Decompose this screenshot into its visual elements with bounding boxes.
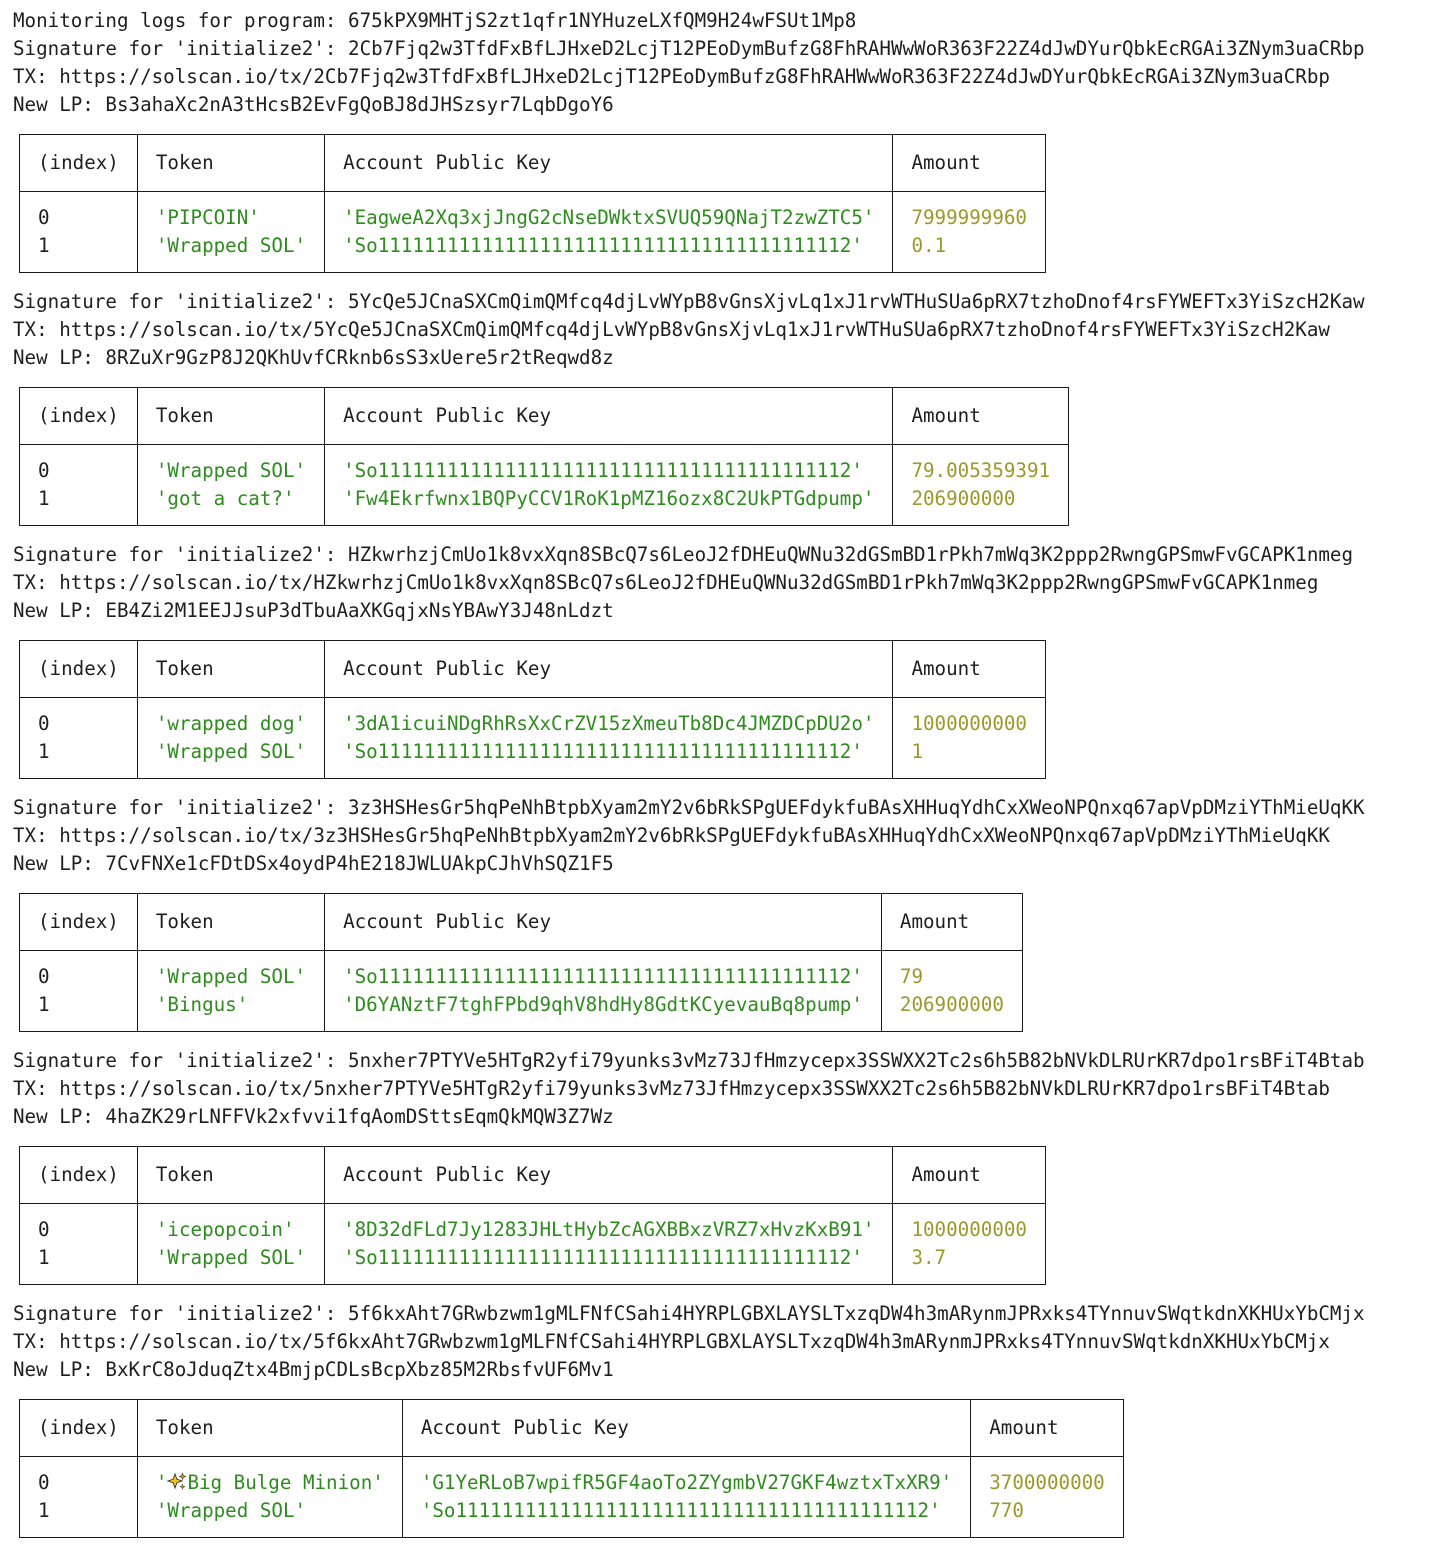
column-header-index: (index) [20, 641, 138, 698]
signature-value: HZkwrhzjCmUo1k8vxXqn8SBcQ7s6LeoJ2fDHEuQWNu32dGSmBD1rPkh7mWq3K2ppp2RwngGPSmwFvGCAPK1nmeg [348, 543, 1354, 566]
log-block [13, 288, 1433, 526]
signature-line [13, 288, 1433, 316]
account-public-key: 'Fw4Ekrfwnx1BQPyCCV1RoK1pMZ16ozx8C2UkPTGdpump' [343, 487, 875, 510]
table-body-row [20, 1457, 1124, 1538]
amount-cell [893, 698, 1046, 779]
program-id: 675kPX9MHTjS2zt1qfr1NYHuzeLXfQM9H24wFSUt1Mp8 [348, 9, 857, 32]
signature-value: 3z3HSHesGr5hqPeNhBtpbXyam2mY2v6bRkSPgUEFdykfuBAsXHHuqYdhCxXWeoNPQnxq67apVpDMziYThMieUqKK [348, 796, 1365, 819]
row-index: 0 [38, 965, 50, 988]
tx-line [13, 1075, 1433, 1103]
monitor-label: Monitoring logs for program: [13, 9, 349, 32]
column-header-amount: Amount [971, 1400, 1124, 1457]
log-block [13, 35, 1433, 273]
signature-line [13, 1300, 1433, 1328]
amount-cell [893, 445, 1069, 526]
new-lp-line [13, 850, 1433, 878]
token-amount: 0.1 [911, 234, 947, 257]
index-cell [20, 1204, 138, 1285]
log-block [13, 1047, 1433, 1285]
column-header-index: (index) [20, 894, 138, 951]
account-public-key: 'So11111111111111111111111111111111111111112' [343, 965, 863, 988]
monitor-line [13, 7, 1433, 35]
row-index: 0 [38, 1471, 50, 1494]
token-amount: 206900000 [899, 993, 1004, 1016]
new-lp-address: 8RZuXr9GzP8J2QKhUvfCRknb6sS3xUere5r2tReqwd8z [105, 346, 614, 369]
new-lp-line [13, 1103, 1433, 1131]
index-cell [20, 192, 138, 273]
token-name: 'Wrapped SOL' [155, 740, 307, 763]
token-table [19, 640, 1046, 779]
table-header-row [20, 894, 1023, 951]
new-lp-line [13, 344, 1433, 372]
row-index: 1 [38, 740, 50, 763]
signature-label: Signature for 'initialize2': [13, 290, 349, 313]
account-cell [402, 1457, 970, 1538]
column-header-index: (index) [20, 1147, 138, 1204]
tx-label: TX: https://solscan.io/tx/ [13, 1330, 314, 1353]
token-table [19, 1399, 1124, 1538]
account-public-key: 'So11111111111111111111111111111111111111112' [343, 1246, 863, 1269]
column-header-amount: Amount [893, 388, 1069, 445]
token-name: 'Wrapped SOL' [155, 1499, 307, 1522]
signature-value: 5YcQe5JCnaSXCmQimQMfcq4djLvWYpB8vGnsXjvLq1xJ1rvWTHuSUa6pRX7tzhoDnof4rsFYWEFTx3YiSzcH2Kaw [348, 290, 1365, 313]
new-lp-label: New LP: [13, 1105, 106, 1128]
column-header-index: (index) [20, 388, 138, 445]
index-cell [20, 445, 138, 526]
index-cell [20, 1457, 138, 1538]
token-cell [137, 1457, 402, 1538]
token-amount: 7999999960 [911, 206, 1027, 229]
signature-label: Signature for 'initialize2': [13, 1302, 349, 1325]
column-header-account: Account Public Key [325, 894, 882, 951]
new-lp-line [13, 91, 1433, 119]
signature-line [13, 35, 1433, 63]
amount-cell [881, 951, 1022, 1032]
signature-label: Signature for 'initialize2': [13, 543, 349, 566]
tx-line [13, 1328, 1433, 1356]
table-body-row [20, 698, 1046, 779]
amount-cell [893, 192, 1046, 273]
new-lp-label: New LP: [13, 599, 106, 622]
new-lp-address: Bs3ahaXc2nA3tHcsB2EvFgQoBJ8dJHSzsyr7LqbDgoY6 [105, 93, 614, 116]
account-public-key: 'G1YeRLoB7wpifR5GF4aoTo2ZYgmbV27GKF4wztxTxXR9' [420, 1471, 953, 1494]
row-index: 0 [38, 1218, 50, 1241]
token-name: 'icepopcoin' [155, 1218, 295, 1241]
token-amount: 206900000 [911, 487, 1016, 510]
new-lp-address: EB4Zi2M1EEJJsuP3dTbuAaXKGqjxNsYBAwY3J48nLdzt [105, 599, 614, 622]
token-cell [137, 1204, 324, 1285]
signature-label: Signature for 'initialize2': [13, 1049, 349, 1072]
row-index: 1 [38, 487, 50, 510]
sparkles-icon [167, 1472, 187, 1492]
column-header-account: Account Public Key [402, 1400, 970, 1457]
token-cell [137, 445, 324, 526]
tx-label: TX: https://solscan.io/tx/ [13, 824, 314, 847]
token-table [19, 134, 1046, 273]
signature-label: Signature for 'initialize2': [13, 37, 349, 60]
tx-link[interactable]: 5nxher7PTYVe5HTgR2yfi79yunks3vMz73JfHmzycepx3SSWXX2Tc2s6h5B82bNVkDLRUrKR7dpo1rsBFiT4Btab [313, 1077, 1330, 1100]
column-header-token: Token [137, 894, 324, 951]
new-lp-label: New LP: [13, 346, 106, 369]
tx-label: TX: https://solscan.io/tx/ [13, 571, 314, 594]
tx-link[interactable]: 5YcQe5JCnaSXCmQimQMfcq4djLvWYpB8vGnsXjvLq1xJ1rvWTHuSUa6pRX7tzhoDnof4rsFYWEFTx3YiSzcH2Kaw [313, 318, 1330, 341]
column-header-account: Account Public Key [325, 1147, 893, 1204]
column-header-amount: Amount [893, 1147, 1046, 1204]
token-name: 'Bingus' [155, 993, 249, 1016]
table-header-row [20, 388, 1069, 445]
account-public-key: 'So11111111111111111111111111111111111111112' [343, 234, 863, 257]
token-cell [137, 951, 324, 1032]
amount-cell [893, 1204, 1046, 1285]
account-public-key: '8D32dFLd7Jy1283JHLtHybZcAGXBBxzVRZ7xHvzKxB91' [343, 1218, 875, 1241]
tx-link[interactable]: 3z3HSHesGr5hqPeNhBtpbXyam2mY2v6bRkSPgUEFdykfuBAsXHHuqYdhCxXWeoNPQnxq67apVpDMziYThMieUqKK [313, 824, 1330, 847]
column-header-account: Account Public Key [325, 135, 893, 192]
new-lp-label: New LP: [13, 1358, 106, 1381]
table-header-row [20, 1400, 1124, 1457]
terminal-output [13, 7, 1433, 1553]
signature-value: 5f6kxAht7GRwbzwm1gMLFNfCSahi4HYRPLGBXLAYSLTxzqDW4h3mARynmJPRxks4TYnnuvSWqtkdnXKHUxYbCMjx [348, 1302, 1365, 1325]
index-cell [20, 951, 138, 1032]
tx-label: TX: https://solscan.io/tx/ [13, 318, 314, 341]
table-body-row [20, 192, 1046, 273]
account-public-key: '3dA1icuiNDgRhRsXxCrZV15zXmeuTb8Dc4JMZDCpDU2o' [343, 712, 875, 735]
token-amount: 1000000000 [911, 1218, 1027, 1241]
token-amount: 3700000000 [989, 1471, 1105, 1494]
row-index: 1 [38, 1246, 50, 1269]
signature-line [13, 541, 1433, 569]
account-public-key: 'So11111111111111111111111111111111111111112' [343, 740, 863, 763]
account-cell [325, 192, 893, 273]
table-header-row [20, 1147, 1046, 1204]
tx-label: TX: https://solscan.io/tx/ [13, 65, 314, 88]
column-header-token: Token [137, 1147, 324, 1204]
token-amount: 3.7 [911, 1246, 947, 1269]
new-lp-line [13, 597, 1433, 625]
column-header-token: Token [137, 135, 324, 192]
token-table [19, 387, 1069, 526]
token-name: 'PIPCOIN' [155, 206, 260, 229]
token-name-text: Big Bulge Minion' [187, 1471, 384, 1494]
column-header-index: (index) [20, 1400, 138, 1457]
column-header-account: Account Public Key [325, 388, 893, 445]
tx-label: TX: https://solscan.io/tx/ [13, 1077, 314, 1100]
token-cell [137, 192, 324, 273]
tx-link[interactable]: 5f6kxAht7GRwbzwm1gMLFNfCSahi4HYRPLGBXLAYSLTxzqDW4h3mARynmJPRxks4TYnnuvSWqtkdnXKHUxYbCMjx [313, 1330, 1330, 1353]
table-body-row [20, 1204, 1046, 1285]
column-header-account: Account Public Key [325, 641, 893, 698]
tx-line [13, 822, 1433, 850]
account-cell [325, 1204, 893, 1285]
token-amount: 1000000000 [911, 712, 1027, 735]
new-lp-address: 7CvFNXe1cFDtDSx4oydP4hE218JWLUAkpCJhVhSQZ1F5 [105, 852, 614, 875]
token-amount: 770 [989, 1499, 1024, 1522]
account-cell [325, 951, 882, 1032]
tx-line [13, 316, 1433, 344]
token-amount: 79 [899, 965, 924, 988]
token-amount: 1 [911, 740, 924, 763]
account-public-key: 'So11111111111111111111111111111111111111112' [343, 459, 863, 482]
account-cell [325, 698, 893, 779]
table-body-row [20, 445, 1069, 526]
signature-line [13, 794, 1433, 822]
signature-label: Signature for 'initialize2': [13, 796, 349, 819]
row-index: 0 [38, 206, 50, 229]
row-index: 0 [38, 712, 50, 735]
token-amount: 79.005359391 [911, 459, 1051, 482]
row-index: 1 [38, 993, 50, 1016]
column-header-token: Token [137, 641, 324, 698]
new-lp-line [13, 1356, 1433, 1384]
token-table [19, 1146, 1046, 1285]
tx-line [13, 569, 1433, 597]
signature-value: 2Cb7Fjq2w3TfdFxBfLJHxeD2LcjT12PEoDymBufzG8FhRAHWwWoR363F22Z4dJwDYurQbkEcRGAi3ZNym3uaCRbp [348, 37, 1365, 60]
token-name: 'Wrapped SOL' [155, 1246, 307, 1269]
signature-value: 5nxher7PTYVe5HTgR2yfi79yunks3vMz73JfHmzycepx3SSWXX2Tc2s6h5B82bNVkDLRUrKR7dpo1rsBFiT4Btab [348, 1049, 1365, 1072]
column-header-amount: Amount [881, 894, 1022, 951]
log-blocks [13, 35, 1433, 1538]
column-header-index: (index) [20, 135, 138, 192]
table-header-row [20, 135, 1046, 192]
account-public-key: 'EagweA2Xq3xjJngG2cNseDWktxSVUQ59QNajT2zwZTC5' [343, 206, 875, 229]
row-index: 1 [38, 1499, 50, 1522]
column-header-amount: Amount [893, 135, 1046, 192]
token-name: 'Wrapped SOL' [155, 965, 307, 988]
token-name: 'Wrapped SOL' [155, 459, 307, 482]
column-header-amount: Amount [893, 641, 1046, 698]
table-header-row [20, 641, 1046, 698]
account-cell [325, 445, 893, 526]
log-block [13, 541, 1433, 779]
index-cell [20, 698, 138, 779]
token-name: 'got a cat?' [155, 487, 295, 510]
amount-cell [971, 1457, 1124, 1538]
log-block [13, 794, 1433, 1032]
account-public-key: 'So11111111111111111111111111111111111111112' [420, 1499, 941, 1522]
signature-line [13, 1047, 1433, 1075]
log-block [13, 1300, 1433, 1538]
new-lp-label: New LP: [13, 852, 106, 875]
token-table [19, 893, 1023, 1032]
tx-line [13, 63, 1433, 91]
new-lp-label: New LP: [13, 93, 106, 116]
account-public-key: 'D6YANztF7tghFPbd9qhV8hdHy8GdtKCyevauBq8pump' [343, 993, 863, 1016]
new-lp-address: 4haZK29rLNFFVk2xfvvi1fqAomDSttsEqmQkMQW3Z7Wz [105, 1105, 614, 1128]
column-header-token: Token [137, 1400, 402, 1457]
new-lp-address: BxKrC8oJduqZtx4BmjpCDLsBcpXbz85M2RbsfvUF6Mv1 [105, 1358, 614, 1381]
tx-link[interactable]: 2Cb7Fjq2w3TfdFxBfLJHxeD2LcjT12PEoDymBufzG8FhRAHWwWoR363F22Z4dJwDYurQbkEcRGAi3ZNym3uaCRbp [313, 65, 1330, 88]
tx-link[interactable]: HZkwrhzjCmUo1k8vxXqn8SBcQ7s6LeoJ2fDHEuQWNu32dGSmBD1rPkh7mWq3K2ppp2RwngGPSmwFvGCAPK1nmeg [313, 571, 1319, 594]
token-name: 'Wrapped SOL' [155, 234, 307, 257]
token-name: ' Big Bulge Minion' [155, 1471, 384, 1494]
token-cell [137, 698, 324, 779]
column-header-token: Token [137, 388, 324, 445]
token-name: 'wrapped dog' [155, 712, 307, 735]
row-index: 0 [38, 459, 50, 482]
table-body-row [20, 951, 1023, 1032]
row-index: 1 [38, 234, 50, 257]
